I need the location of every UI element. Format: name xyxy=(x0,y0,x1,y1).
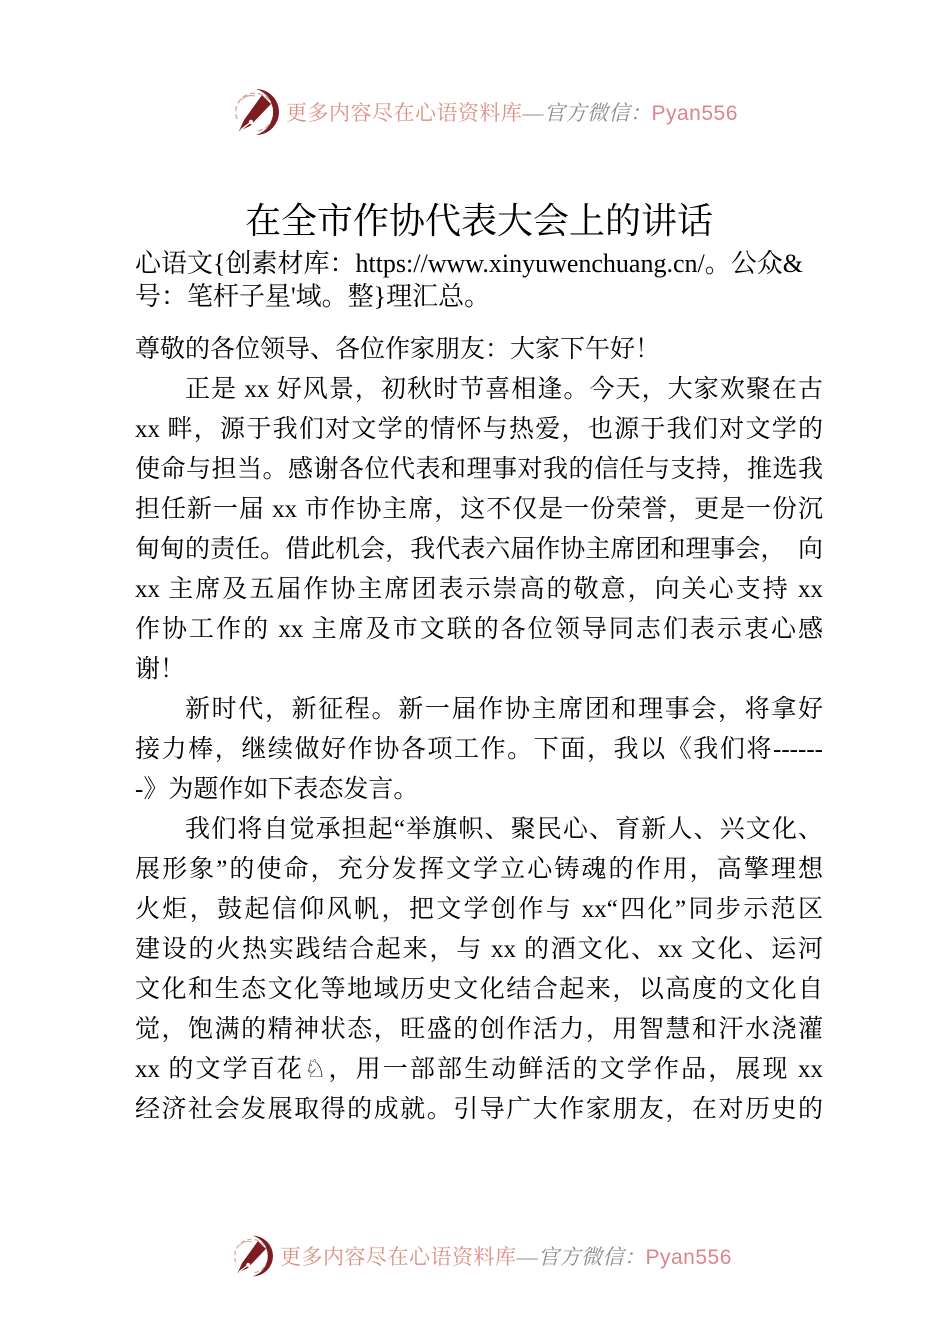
body-line: 文化和生态文化等地域历史文化结合起来，以高度的文化自 xyxy=(135,976,823,1003)
watermark-text xyxy=(286,97,738,127)
watermark-wechat-id: Pyan556 xyxy=(645,1246,732,1269)
watermark-main-text: 更多内容尽在心语资料库 xyxy=(286,101,523,125)
source-note-line: 号：笔杆子星'域。整}理汇总。 xyxy=(135,282,491,311)
body-line: xx 畔，源于我们对文学的情怀与热爱，也源于我们对文学的 xyxy=(135,416,823,443)
body-line: 担任新一届 xx 市作协主席，这不仅是一份荣誉，更是一份沉 xyxy=(135,496,823,523)
pen-logo-icon xyxy=(227,86,279,138)
body-line: 展形象”的使命，充分发挥文学立心铸魂的作用，高擎理想 xyxy=(135,856,823,883)
watermark-wechat-label: 官方微信： xyxy=(544,101,652,125)
body-line: xx 的文学百花♘，用一部部生动鲜活的文学作品，展现 xx xyxy=(135,1056,823,1083)
document-title: 在全市作协代表大会上的讲话 xyxy=(244,201,713,241)
body-line: 尊敬的各位领导、各位作家朋友：大家下午好！ xyxy=(135,336,661,363)
watermark-dash: — xyxy=(516,1245,538,1269)
body-line: 经济社会发展取得的成就。引导广大作家朋友，在对历史的 xyxy=(135,1096,823,1123)
watermark-wechat-id: Pyan556 xyxy=(651,102,738,125)
pen-logo-icon xyxy=(227,1233,273,1279)
source-note-line: 心语文{创素材库：https://www.xinyuwenchuang.cn/。公众& xyxy=(135,249,803,278)
body-line: xx 主席及五届作协主席团表示崇高的敬意，向关心支持 xx xyxy=(135,576,823,603)
body-line: 正是 xx 好风景，初秋时节喜相逢。今天，大家欢聚在古 xyxy=(185,376,823,403)
body-line: 作协工作的 xx 主席及市文联的各位领导同志们表示衷心感 xyxy=(135,616,823,643)
body-line: 觉，饱满的精神状态，旺盛的创作活力，用智慧和汗水浇灌 xyxy=(135,1016,823,1043)
footer-watermark xyxy=(227,1233,732,1279)
body-line: 接力棒，继续做好作协各项工作。下面，我以《我们将------ xyxy=(135,736,823,763)
document-body xyxy=(135,330,823,1130)
body-line: 谢！ xyxy=(135,656,186,683)
body-line: 我们将自觉承担起“举旗帜、聚民心、育新人、兴文化、 xyxy=(185,816,823,843)
source-note xyxy=(135,247,841,313)
body-line: 火炬，鼓起信仰风帆，把文学创作与 xx“四化”同步示范区 xyxy=(135,896,823,923)
body-line: 新时代，新征程。新一届作协主席团和理事会，将拿好 xyxy=(185,696,823,723)
watermark-dash: — xyxy=(522,101,544,125)
header-watermark xyxy=(227,86,738,138)
watermark-main-text: 更多内容尽在心语资料库 xyxy=(280,1245,517,1269)
body-line: 建设的火热实践结合起来，与 xx 的酒文化、xx 文化、运河 xyxy=(135,936,823,963)
body-line: -》为题作如下表态发言。 xyxy=(135,776,419,803)
body-line: 甸甸的责任。借此机会，我代表六届作协主席团和理事会， 向 xyxy=(135,536,823,563)
body-line: 使命与担当。感谢各位代表和理事对我的信任与支持，推选我 xyxy=(135,456,823,483)
watermark-text xyxy=(280,1241,732,1271)
watermark-wechat-label: 官方微信： xyxy=(538,1245,646,1269)
